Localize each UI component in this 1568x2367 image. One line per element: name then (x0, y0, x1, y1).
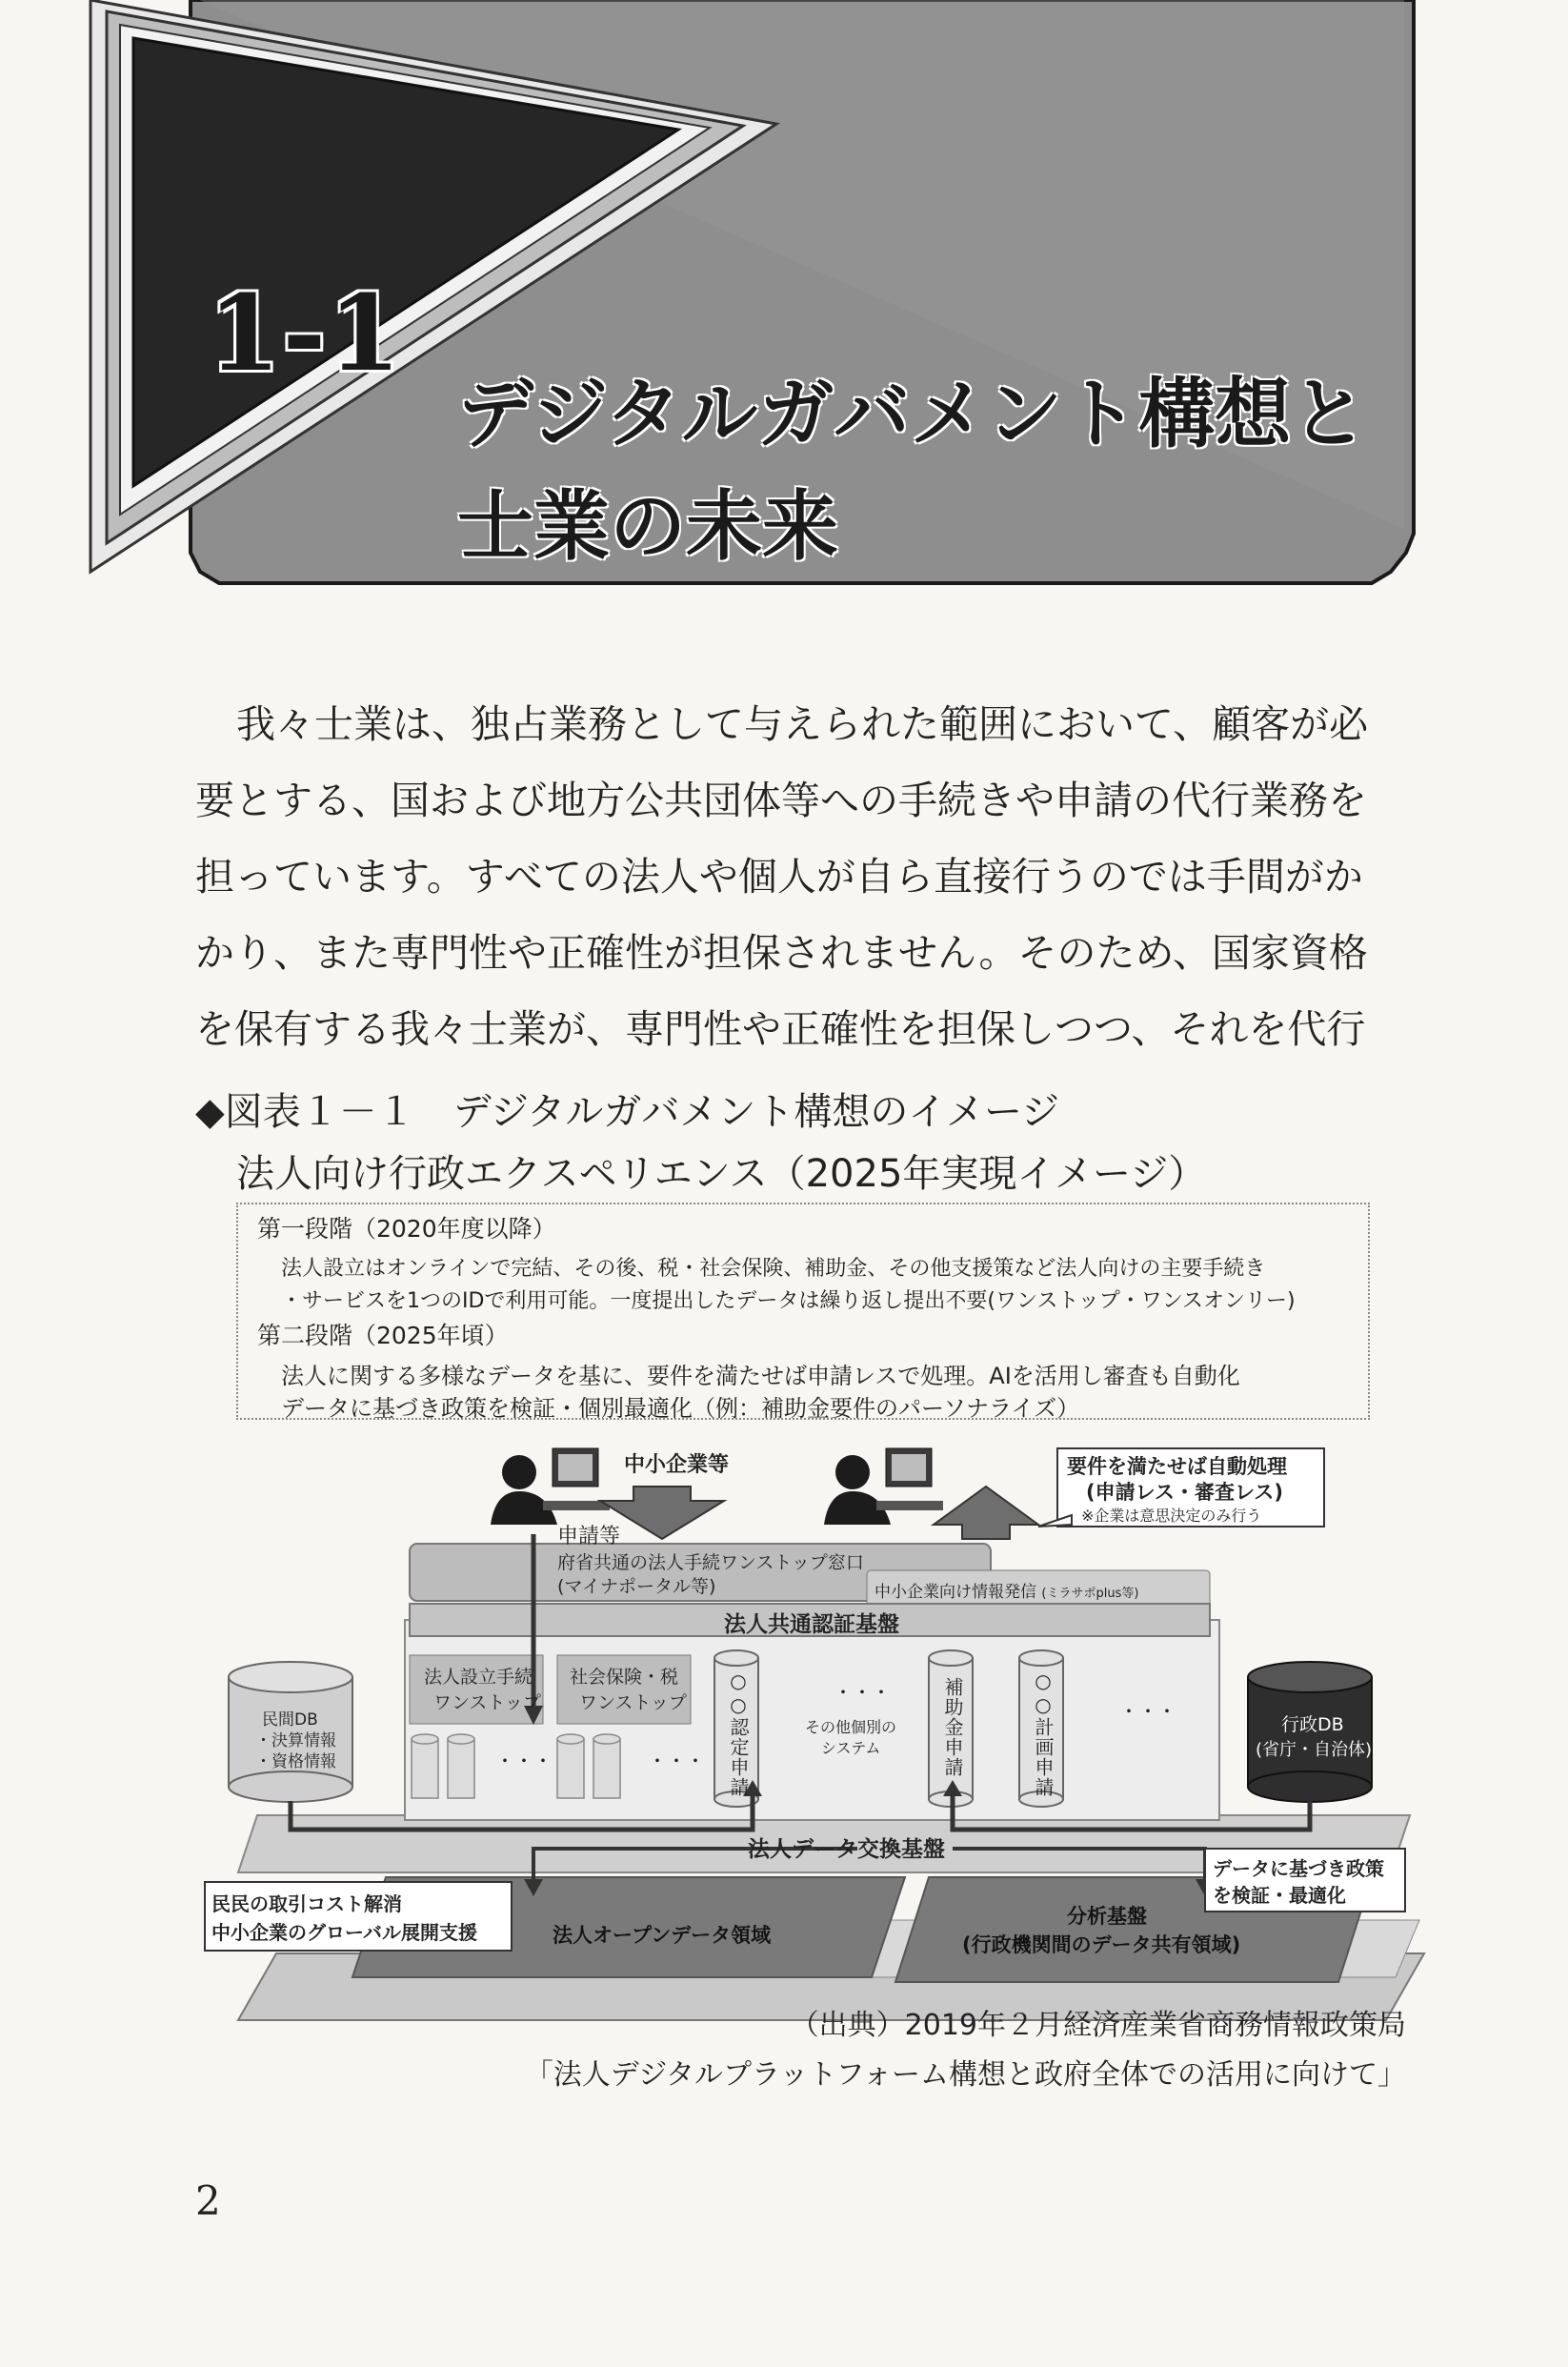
ellipsis: ・・・ (1119, 1700, 1176, 1723)
private-db-line1: 民間DB (262, 1710, 318, 1730)
auto-process-line2: (申請レス・審査レス) (1086, 1481, 1283, 1504)
body-line: 我々士業は、独占業務として与えられた範囲において、顧客が必 (236, 701, 1369, 747)
policy-line1: データに基づき政策 (1213, 1857, 1384, 1880)
setup-line2: ワンストップ (433, 1692, 541, 1713)
analysis-line2: (行政機関間のデータ共有領域) (962, 1933, 1241, 1956)
stage2-heading: 第二段階（2025年頃） (257, 1322, 509, 1349)
stage2-text: 法人に関する多様なデータを基に、要件を満たせば申請レスで処理。AIを活用し審査も自動化 (281, 1363, 1240, 1389)
up-arrow-icon (934, 1487, 1038, 1539)
section-number: 1-1 (208, 272, 403, 394)
plan-app-label: ○○計画申請 (1032, 1669, 1055, 1797)
private-db-line3: ・資格情報 (255, 1752, 336, 1771)
private-db-line2: ・決算情報 (255, 1731, 336, 1750)
body-line: 要とする、国および地方公共団体等への手続きや申請の代行業務を (195, 778, 1367, 823)
gov-db-line2: (省庁・自治体) (1256, 1740, 1373, 1760)
sme-info-label: 中小企業向け情報発信 (ミラサポplus等) (874, 1583, 1139, 1602)
cost-line2: 中小企業のグローバル展開支援 (211, 1921, 477, 1944)
portal-line2: (マイナポータル等) (557, 1576, 716, 1597)
ellipsis: ・・・ (648, 1750, 705, 1772)
person-left-icon (491, 1448, 610, 1525)
analysis-line1: 分析基盤 (1067, 1905, 1147, 1928)
source-line-2: 「法人デジタルプラットフォーム構想と政府全体での活用に向けて」 (524, 2058, 1406, 2092)
policy-line2: を検証・最適化 (1213, 1884, 1346, 1907)
stage1-text: ・サービスを1つのIDで利用可能。一度提出したデータは繰り返し提出不要(ワンストップ・ワンスオンリー) (281, 1289, 1296, 1313)
auth-platform-label: 法人共通認証基盤 (724, 1612, 899, 1637)
subsidy-app-label: 補助金申請 (941, 1677, 964, 1777)
figure-subtitle: 法人向け行政エクスペリエンス（2025年実現イメージ） (236, 1152, 1207, 1196)
body-line: 担っています。すべての法人や個人が自ら直接行うのでは手間がか (195, 854, 1363, 900)
portal-line1: 府省共通の法人手続ワンストップ窓口 (557, 1552, 864, 1573)
other-systems-line1: その他個別の (805, 1718, 897, 1736)
social-line2: ワンストップ (579, 1692, 687, 1713)
application-label: 申請等 (557, 1525, 621, 1548)
cost-line1: 民民の取引コスト解消 (211, 1892, 402, 1915)
body-line: かり、また専門性や正確性が担保されません。そのため、国家資格 (195, 930, 1368, 976)
exchange-platform-label: 法人データ交換基盤 (748, 1837, 945, 1862)
ellipsis: ・・・ (495, 1750, 553, 1772)
chapter-title-line-1: デジタルガバメント構想と (457, 370, 1368, 458)
figure-caption: ◆図表１－１ デジタルガバメント構想のイメージ (195, 1090, 1060, 1134)
stage1-heading: 第一段階（2020年度以降） (257, 1215, 556, 1243)
body-line: を保有する我々士業が、専門性や正確性を担保しつつ、それを代行 (195, 1006, 1366, 1052)
stage2-text: データに基づき政策を検証・個別最適化（例：補助金要件のパーソナライズ） (281, 1395, 1080, 1422)
stage1-text: 法人設立はオンラインで完結、その後、税・社会保険、補助金、その他支援策など法人向けの主要手続き (281, 1257, 1266, 1281)
source-line-1: （出典）2019年２月経済産業省商務情報政策局 (790, 2009, 1406, 2042)
auto-process-note: ※企業は意思決定のみ行う (1081, 1507, 1262, 1525)
page-number: 2 (195, 2177, 221, 2224)
sme-label: 中小企業等 (624, 1453, 730, 1477)
person-right-icon (824, 1448, 943, 1525)
social-line1: 社会保険・税 (570, 1667, 679, 1688)
chapter-title-line-2: 士業の未来 (457, 482, 838, 571)
open-data-label: 法人オープンデータ領域 (553, 1924, 772, 1947)
cert-app-label: ○○認定申請 (727, 1669, 750, 1797)
ellipsis: ・・・ (834, 1681, 891, 1704)
other-systems-line2: システム (821, 1739, 881, 1757)
gov-db-line1: 行政DB (1281, 1714, 1344, 1735)
auto-process-line1: 要件を満たせば自動処理 (1067, 1455, 1287, 1478)
setup-line1: 法人設立手続 (424, 1667, 533, 1688)
